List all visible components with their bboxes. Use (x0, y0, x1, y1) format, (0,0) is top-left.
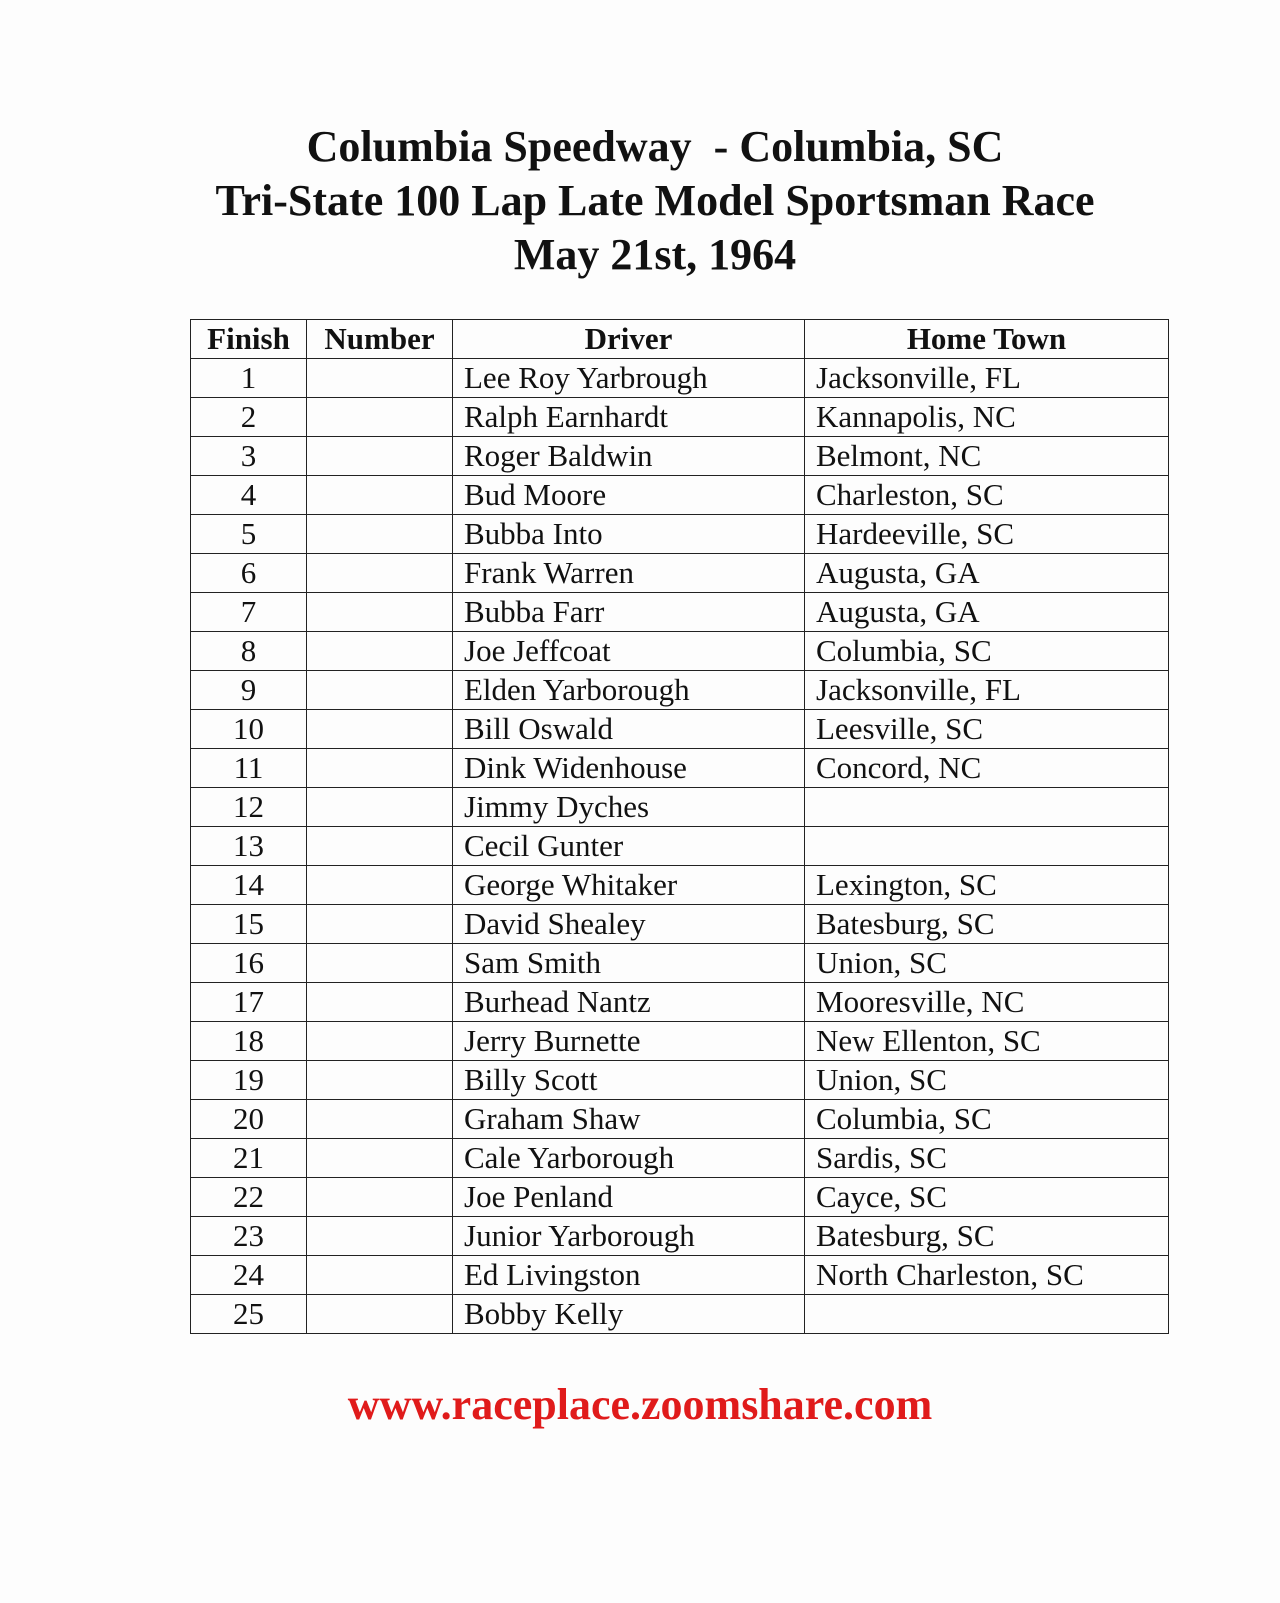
table-row (191, 593, 1169, 632)
table-row (191, 554, 1169, 593)
driver-cell: Joe Penland (453, 1178, 805, 1217)
header-row (191, 320, 1169, 359)
number-cell (307, 827, 453, 866)
table-row (191, 827, 1169, 866)
finish-cell: 16 (191, 944, 307, 983)
table-row (191, 1295, 1169, 1334)
table-row (191, 1061, 1169, 1100)
home-town-cell: Union, SC (805, 944, 1169, 983)
number-cell (307, 1061, 453, 1100)
home-town-cell: Hardeeville, SC (805, 515, 1169, 554)
header-finish: Finish (191, 320, 307, 359)
number-cell (307, 1022, 453, 1061)
driver-cell: Sam Smith (453, 944, 805, 983)
header-driver: Driver (453, 320, 805, 359)
home-town-cell: Batesburg, SC (805, 1217, 1169, 1256)
finish-cell: 3 (191, 437, 307, 476)
driver-cell: Cecil Gunter (453, 827, 805, 866)
number-cell (307, 359, 453, 398)
finish-cell: 22 (191, 1178, 307, 1217)
table-row (191, 1217, 1169, 1256)
driver-cell: Dink Widenhouse (453, 749, 805, 788)
results-table-body (191, 359, 1169, 1334)
driver-cell: Bud Moore (453, 476, 805, 515)
finish-cell: 7 (191, 593, 307, 632)
finish-cell: 5 (191, 515, 307, 554)
home-town-cell: Batesburg, SC (805, 905, 1169, 944)
home-town-cell: North Charleston, SC (805, 1256, 1169, 1295)
title-track: Columbia Speedway - Columbia, SC (306, 122, 1004, 171)
home-town-cell: Lexington, SC (805, 866, 1169, 905)
home-town-cell: Jacksonville, FL (805, 359, 1169, 398)
finish-cell: 9 (191, 671, 307, 710)
driver-cell: George Whitaker (453, 866, 805, 905)
table-row (191, 1139, 1169, 1178)
finish-cell: 20 (191, 1100, 307, 1139)
driver-cell: Ed Livingston (453, 1256, 805, 1295)
title-date: May 21st, 1964 (513, 230, 797, 279)
home-town-cell: Columbia, SC (805, 1100, 1169, 1139)
table-row (191, 515, 1169, 554)
number-cell (307, 554, 453, 593)
table-row (191, 905, 1169, 944)
number-cell (307, 1295, 453, 1334)
header-number: Number (307, 320, 453, 359)
driver-cell: Graham Shaw (453, 1100, 805, 1139)
home-town-cell (805, 788, 1169, 827)
driver-cell: Ralph Earnhardt (453, 398, 805, 437)
driver-cell: Elden Yarborough (453, 671, 805, 710)
home-town-cell (805, 827, 1169, 866)
finish-cell: 8 (191, 632, 307, 671)
table-row (191, 866, 1169, 905)
home-town-cell: Kannapolis, NC (805, 398, 1169, 437)
table-row (191, 1256, 1169, 1295)
driver-cell: Junior Yarborough (453, 1217, 805, 1256)
number-cell (307, 866, 453, 905)
driver-cell: Billy Scott (453, 1061, 805, 1100)
home-town-cell: Leesville, SC (805, 710, 1169, 749)
home-town-cell: Concord, NC (805, 749, 1169, 788)
finish-cell: 12 (191, 788, 307, 827)
results-table-header (191, 320, 1169, 359)
table-row (191, 788, 1169, 827)
website-url: www.raceplace.zoomshare.com (347, 1380, 933, 1429)
finish-cell: 23 (191, 1217, 307, 1256)
home-town-cell: Sardis, SC (805, 1139, 1169, 1178)
home-town-cell: Jacksonville, FL (805, 671, 1169, 710)
number-cell (307, 398, 453, 437)
finish-cell: 24 (191, 1256, 307, 1295)
number-cell (307, 944, 453, 983)
finish-cell: 10 (191, 710, 307, 749)
table-row (191, 476, 1169, 515)
finish-cell: 11 (191, 749, 307, 788)
table-row (191, 983, 1169, 1022)
header-home-town: Home Town (805, 320, 1169, 359)
number-cell (307, 1139, 453, 1178)
finish-cell: 18 (191, 1022, 307, 1061)
table-row (191, 398, 1169, 437)
home-town-cell: Union, SC (805, 1061, 1169, 1100)
home-town-cell: Cayce, SC (805, 1178, 1169, 1217)
results-table (190, 319, 1169, 1334)
number-cell (307, 788, 453, 827)
number-cell (307, 710, 453, 749)
home-town-cell: Mooresville, NC (805, 983, 1169, 1022)
driver-cell: Roger Baldwin (453, 437, 805, 476)
number-cell (307, 1256, 453, 1295)
driver-cell: Jimmy Dyches (453, 788, 805, 827)
finish-cell: 15 (191, 905, 307, 944)
number-cell (307, 749, 453, 788)
finish-cell: 14 (191, 866, 307, 905)
finish-cell: 6 (191, 554, 307, 593)
table-row (191, 1178, 1169, 1217)
driver-cell: Jerry Burnette (453, 1022, 805, 1061)
number-cell (307, 632, 453, 671)
home-town-cell: Belmont, NC (805, 437, 1169, 476)
number-cell (307, 476, 453, 515)
table-row (191, 437, 1169, 476)
number-cell (307, 983, 453, 1022)
number-cell (307, 437, 453, 476)
table-row (191, 359, 1169, 398)
table-row (191, 944, 1169, 983)
finish-cell: 4 (191, 476, 307, 515)
finish-cell: 2 (191, 398, 307, 437)
driver-cell: Lee Roy Yarbrough (453, 359, 805, 398)
driver-cell: Bobby Kelly (453, 1295, 805, 1334)
table-row (191, 632, 1169, 671)
driver-cell: Joe Jeffcoat (453, 632, 805, 671)
number-cell (307, 1178, 453, 1217)
number-cell (307, 593, 453, 632)
table-row (191, 671, 1169, 710)
driver-cell: Burhead Nantz (453, 983, 805, 1022)
driver-cell: Bill Oswald (453, 710, 805, 749)
home-town-cell: New Ellenton, SC (805, 1022, 1169, 1061)
finish-cell: 21 (191, 1139, 307, 1178)
finish-cell: 13 (191, 827, 307, 866)
driver-cell: Bubba Farr (453, 593, 805, 632)
title-race: Tri-State 100 Lap Late Model Sportsman Race (215, 176, 1095, 225)
home-town-cell: Augusta, GA (805, 593, 1169, 632)
finish-cell: 19 (191, 1061, 307, 1100)
finish-cell: 25 (191, 1295, 307, 1334)
home-town-cell: Augusta, GA (805, 554, 1169, 593)
driver-cell: Cale Yarborough (453, 1139, 805, 1178)
home-town-cell (805, 1295, 1169, 1334)
number-cell (307, 905, 453, 944)
table-row (191, 749, 1169, 788)
table-row (191, 1100, 1169, 1139)
number-cell (307, 1217, 453, 1256)
number-cell (307, 671, 453, 710)
finish-cell: 17 (191, 983, 307, 1022)
table-row (191, 710, 1169, 749)
driver-cell: Frank Warren (453, 554, 805, 593)
driver-cell: Bubba Into (453, 515, 805, 554)
table-row (191, 1022, 1169, 1061)
number-cell (307, 515, 453, 554)
home-town-cell: Charleston, SC (805, 476, 1169, 515)
home-town-cell: Columbia, SC (805, 632, 1169, 671)
number-cell (307, 1100, 453, 1139)
finish-cell: 1 (191, 359, 307, 398)
driver-cell: David Shealey (453, 905, 805, 944)
